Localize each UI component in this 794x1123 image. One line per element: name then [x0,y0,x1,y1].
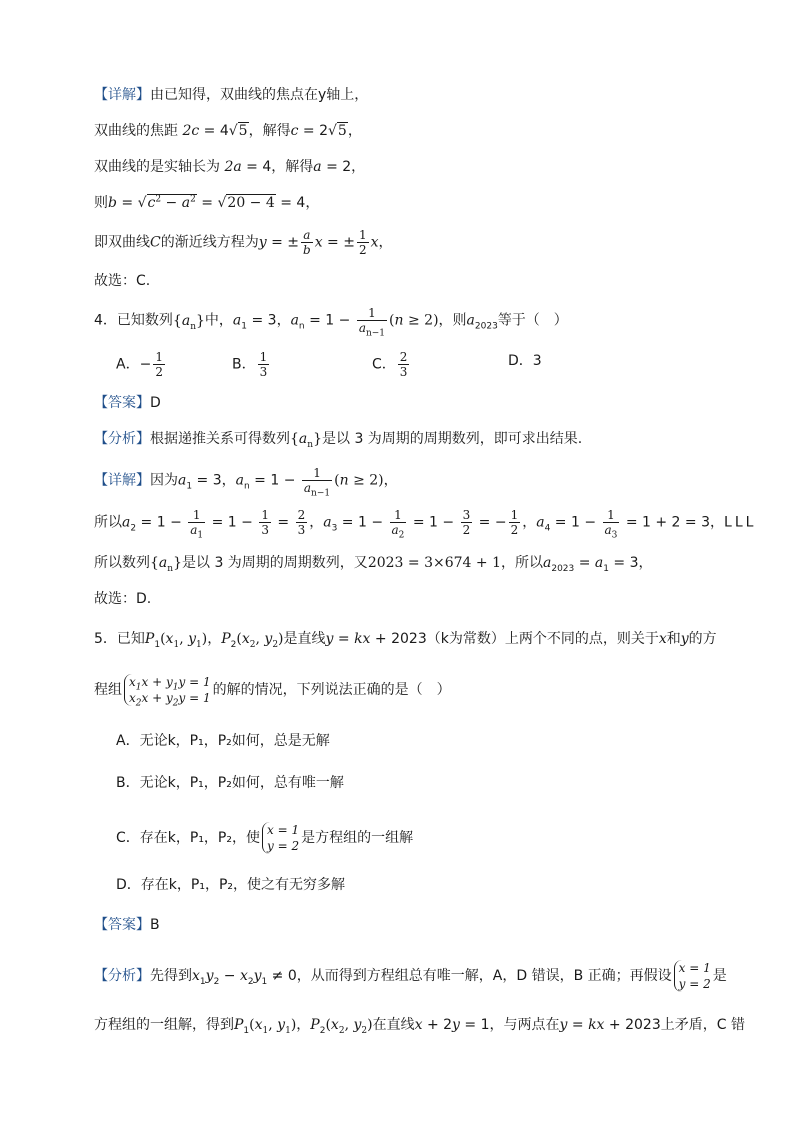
q4-answer: 【答案】D [94,395,161,411]
q5-option-a[interactable]: A．无论k，P₁，P₂如何，总是无解 [116,733,330,749]
q4-analysis: 【分析】根据递推关系可得数列$\{a_n\}$是以 3 为周期的周期数列，即可求出结果. [94,431,583,450]
q3-b-value-line: 则$b = √c^2 - a^2 = √20 - 4 = 4$， [94,194,320,211]
q4-option-a[interactable]: A．− $\frac{1}{2}$ [116,350,163,379]
q5-answer: 【答案】B [94,917,160,933]
q3-detail-line1: 【详解】由已知得，双曲线的焦点在y轴上， [94,87,369,103]
q5-stem-line1: 5．已知$P_1(x_1$, $y_1$)，$P_2(x_2$, $y_2$)是直线y = kx + 2023（k为常数）上两个不同的点，则关于x和y的方 [94,631,717,650]
q4-option-b[interactable]: B． $\frac{1}{3}$ [232,350,268,379]
q5-option-c[interactable]: C．存在k，P₁，P₂，使 x = 1 y = 2 是方程组的一组解 [116,823,414,853]
q4-choice: 故选：D. [94,591,152,607]
q5-analysis: 【分析】先得到$x_1y_2 - x_2y_1 \ne 0$，从而得到方程组总有唯一解，A，D 错误，B 正确；再假设 x = 1 y = 2 是 [94,961,727,991]
q3-choice: 故选：C. [94,273,151,289]
q5-stem-line2: 程组 $x_1x + y_1y = 1$ $x_2x + y_2y = 1$ 的解的情况，下列说法正确的是（ ） [94,675,451,709]
q4-detail: 【详解】因为$a_1 = 3$，$a_n = 1$ − $\frac{1}{a_{n-1}}$ (n ≥ 2)， [94,466,398,499]
q3-real-axis-line: 双曲线的是实轴长为 2a = 4，解得a = 2， [94,159,366,175]
q4-option-d[interactable]: D．3 [508,353,542,369]
q4-option-c[interactable]: C． $\frac{2}{3}$ [372,350,408,379]
q3-asymptote-line: 即双曲线C的渐近线方程为y = ± $\frac{a}{b}$ x = ± $\frac{1}{2}$ x， [94,228,393,257]
q4-period-line: 所以数列$\{a_n\}$是以 3 为周期的周期数列，又2023 = 3×674 + 1，所以$a_{2023} = a_1 = 3$， [94,555,653,574]
q4-terms-line: 所以$a_2 = 1$ − $\frac{1}{a_1}$ = 1 − $\frac{1}{3}$ = $\frac{2}{3}$ ，$a_3 = 1$ − $\frac{1}{a_2}$ = 1 − $\frac{3}{2}$ = − $\frac{1}{2}$ ，$a_4 = 1$ − $\frac{1}{a_3}$ = 1 + 2 = 3，LLL [94,508,757,541]
q3-focal-distance-line: 双曲线的焦距 2c = 4√5，解得c = 2√5， [94,123,362,139]
q5-option-d[interactable]: D．存在k，P₁，P₂，使之有无穷多解 [116,877,345,893]
q5-option-b[interactable]: B．无论k，P₁，P₂如何，总有唯一解 [116,775,344,791]
q5-analysis-line2: 方程组的一组解，得到$P_1(x_1$, $y_1$)，$P_2(x_2$, $y_2$)在直线x + 2y = 1，与两点在y = kx + 2023上矛盾，C 错 [94,1017,745,1036]
q4-stem: 4．已知数列$\{a_n\}$中，$a_1 = 3$，$a_n = 1$ − $\frac{1}{a_{n-1}}$ (n ≥ 2)，则$a_{2023}$等于（ ） [94,306,568,339]
